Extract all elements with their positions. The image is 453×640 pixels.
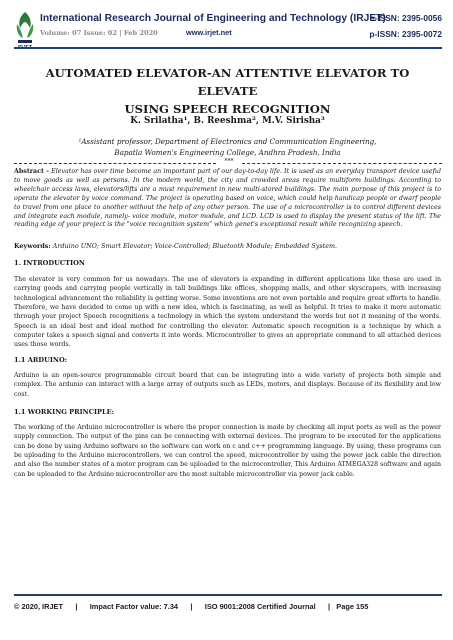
section-text-working-principle: The working of the Arduino microcontroller is where the proper connection is made by checking all input ports as well as the power supply connection. The output of the pins can be connecting with external devices. The program to be executed for the applications can be done by using Arduino software so the software can work on c and c++ programming language. By using, these programs can be uploading to the Arduino microcontrollers. we can control the speed, microcontroller by using the power jack cable the direction and also the number states of a motor program can be uploaded to the microcontroller, This Arduino ATMEGA328 software and again can be uploaded to the Arduino microcontroller are the most suitable microcontroller via power jack cable. [14,424,441,478]
divider-stars: *** [224,158,234,165]
authors: K. Srilatha¹, B. Reeshma², M.V. Sirisha³ [130,116,325,126]
irjet-logo-icon [14,10,36,50]
section-text-introduction: The elevator is very common for us nowadays. The use of elevators is expanding in different applications like those are used in carrying goods and carrying people vertically in tall buildings like offices, shopping malls, and other skyscrapers, with increasing technological advancement the reliability is getting worse. Some inventions are not even portable and require great efforts to handle. Therefore, we have decided to come up with a new idea, which is fascinating, as well as helpful. It tries to make it more automatic through your project Speech recognitions a technology in which the system understand the words but not it meaning of the words. Speech is an ideal best and ideal method for controlling the elevator. Automatic speech recognition is a technique by which a computer takes a speech signal and converts it into words. Microcontroller to gives an appropriate command to all attached devices uses those words. [14,276,441,349]
footer-copyright: © 2020, IRJET [14,602,63,611]
journal-website-link[interactable]: www.irjet.net [186,28,232,37]
section-heading-working-principle: 1.1 WORKING PRINCIPLE: [14,408,115,416]
section-text-arduino: Arduino is an open-source programmable circuit board that can be integrating into a wide variety of projects both simple and complex. The ardunio can interact with a large array of outputs such as LEDs, motors, and displays. Because of its flexibility and low cost. [14,372,441,398]
footer-separator: | [190,602,193,611]
divider-dash-right [242,163,442,164]
title-line-2: USING SPEECH RECOGNITION [124,102,331,116]
title-line-1: AUTOMATED ELEVATOR-AN ATTENTIVE ELEVATOR TO ELEVATE [45,66,410,98]
affiliation [30,136,425,158]
volume-issue: Volume: 07 Issue: 02 | Feb 2020 [40,29,158,37]
footer-page-number: Page 155 [336,602,369,611]
footer-impact-factor: Impact Factor value: 7.34 [89,602,179,611]
section-heading-introduction: 1. INTRODUCTION [14,259,85,267]
keywords-label: Keywords: [14,242,51,250]
divider-dash-left [14,163,216,164]
section-divider [14,159,442,167]
page-footer [14,602,442,611]
journal-name: International Research Journal of Engineering and Technology (IRJET) [40,13,386,24]
journal-header [14,10,442,50]
footer-separator: | [75,602,78,611]
p-issn: p-ISSN: 2395-0072 [369,29,442,39]
keywords-text: Arduino UNO; Smart Elevator; Voice-Controlled; Bluetooth Module; Embedded System. [50,242,338,250]
affiliation-line-1: ¹Assistant professor, Department of Electronics and Communication Engineering, [78,137,377,146]
abstract-label: Abstract - [14,168,49,175]
footer-separator: | [328,602,331,611]
header-rule [14,47,442,49]
footer-rule [14,594,442,596]
keywords [14,242,441,250]
abstract [14,168,441,230]
paper-title [30,64,425,118]
affiliation-line-2: Bapatla Women's Engineering College, Andhra Pradesh, India [114,148,341,157]
abstract-text: Elevator has over time become an important part of our day-to-day life. It is used as an everyday transport device useful to move goods as well as persons. In the modern world, the city and crowded areas require multiform buildings. According to wheelchair access laws, elevators/lifts are a must requirement in new multi-stored buildings. The main purpose of this project is to operate the elevator by voice command. The project is operating based on voice, which could help handicap people or dwarf people to travel from one place to another without the help of any other person. The use of a microcontroller is to control different devices and integrate each module, namely- voice module, motor module, and LCD. LCD is used to display the present status of the lift. The reading edge of your project is the "voice recognition system" which genet's exceptional result while recognizing speech. [14,168,441,229]
section-heading-arduino: 1.1 ARDUINO: [14,356,68,364]
e-issn: e-ISSN: 2395-0056 [369,13,442,23]
footer-iso: ISO 9001:2008 Certified Journal [204,602,316,611]
